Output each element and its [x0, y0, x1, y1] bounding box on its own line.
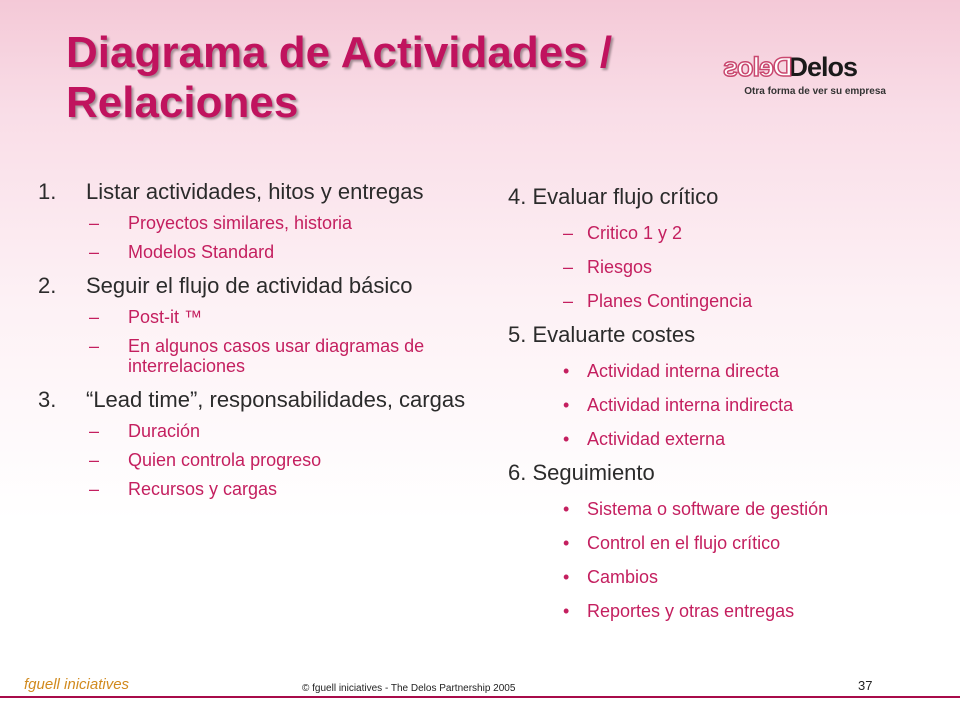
- item-number: 3.: [38, 387, 57, 412]
- sub-item-text: Critico 1 y 2: [587, 223, 683, 243]
- item-text: “Lead time”, responsabilidades, cargas: [86, 387, 466, 412]
- sub-item: [508, 499, 928, 519]
- sub-item-text: Recursos y cargas: [128, 479, 278, 499]
- logo-name: Delos: [788, 52, 858, 82]
- dash-marker: –: [563, 291, 574, 311]
- sub-item-text: Actividad externa: [587, 429, 726, 449]
- footer-divider: [0, 696, 960, 698]
- footer-brand: fguell iniciatives: [24, 676, 130, 693]
- left-column: [38, 180, 478, 499]
- sub-item: [508, 291, 928, 311]
- footer-copyright: © fguell iniciatives - The Delos Partnership 2005: [302, 683, 516, 694]
- dash-marker: –: [89, 307, 100, 327]
- dash-marker: –: [89, 479, 100, 499]
- sub-item-text: Riesgos: [587, 257, 653, 277]
- section-heading: 5. Evaluarte costes: [508, 322, 696, 347]
- bullet-marker: •: [563, 395, 570, 415]
- section-heading: 4. Evaluar flujo crítico: [508, 184, 719, 209]
- logo-mirrored-text: Delos: [724, 52, 793, 82]
- bullet-marker: •: [563, 499, 570, 519]
- item-number: 1.: [38, 179, 57, 204]
- item-text: Listar actividades, hitos y entregas: [86, 179, 424, 204]
- list-item: [38, 180, 478, 204]
- sub-item: [508, 429, 928, 449]
- section-heading: 6. Seguimiento: [508, 460, 655, 485]
- bullet-marker: •: [563, 429, 570, 449]
- sub-item: [38, 421, 478, 441]
- dash-marker: –: [89, 242, 100, 262]
- sub-item: [508, 223, 928, 243]
- dash-marker: –: [89, 336, 100, 356]
- sub-item-text: Quien controla progreso: [128, 450, 322, 470]
- item-number: 2.: [38, 273, 57, 298]
- sub-item-text: Actividad interna directa: [587, 361, 780, 381]
- bullet-marker: •: [563, 601, 570, 621]
- sub-item-text: Proyectos similares, historia: [128, 213, 353, 233]
- slide-title: Diagrama de Actividades / Relaciones: [66, 28, 613, 127]
- sub-item-text: Cambios: [587, 567, 659, 587]
- sub-item: [508, 601, 928, 621]
- sub-item: [508, 567, 928, 587]
- delos-logo: [718, 52, 888, 104]
- sub-item-text: Modelos Standard: [128, 242, 275, 262]
- sub-item-text: Sistema o software de gestión: [587, 499, 829, 519]
- sub-item: [38, 242, 478, 262]
- sub-item-text: En algunos casos usar diagramas de interrelaciones: [128, 336, 425, 376]
- sub-item-text: Actividad interna indirecta: [587, 395, 794, 415]
- dash-marker: –: [563, 257, 574, 277]
- sub-item: [508, 361, 928, 381]
- sub-item: [38, 479, 478, 499]
- right-column: [508, 185, 928, 621]
- sub-item: [508, 257, 928, 277]
- sub-item: [38, 336, 478, 376]
- sub-item: [508, 395, 928, 415]
- sub-item-text: Planes Contingencia: [587, 291, 753, 311]
- sub-item: [38, 307, 478, 327]
- dash-marker: –: [89, 213, 100, 233]
- dash-marker: –: [563, 223, 574, 243]
- list-item: [38, 388, 478, 412]
- sub-item-text: Control en el flujo crítico: [587, 533, 781, 553]
- page-number: 37: [858, 678, 873, 693]
- bullet-marker: •: [563, 533, 570, 553]
- logo-tagline: Otra forma de ver su empresa: [744, 86, 886, 97]
- sub-item-text: Duración: [128, 421, 201, 441]
- bullet-marker: •: [563, 567, 570, 587]
- item-text: Seguir el flujo de actividad básico: [86, 273, 413, 298]
- sub-item: [38, 213, 478, 233]
- sub-item-text: Post-it ™: [128, 307, 203, 327]
- bullet-marker: •: [563, 361, 570, 381]
- sub-item: [38, 450, 478, 470]
- sub-item: [508, 533, 928, 553]
- dash-marker: –: [89, 450, 100, 470]
- list-item: [38, 274, 478, 298]
- dash-marker: –: [89, 421, 100, 441]
- sub-item-text: Reportes y otras entregas: [587, 601, 795, 621]
- logo-wordmark: [724, 52, 857, 86]
